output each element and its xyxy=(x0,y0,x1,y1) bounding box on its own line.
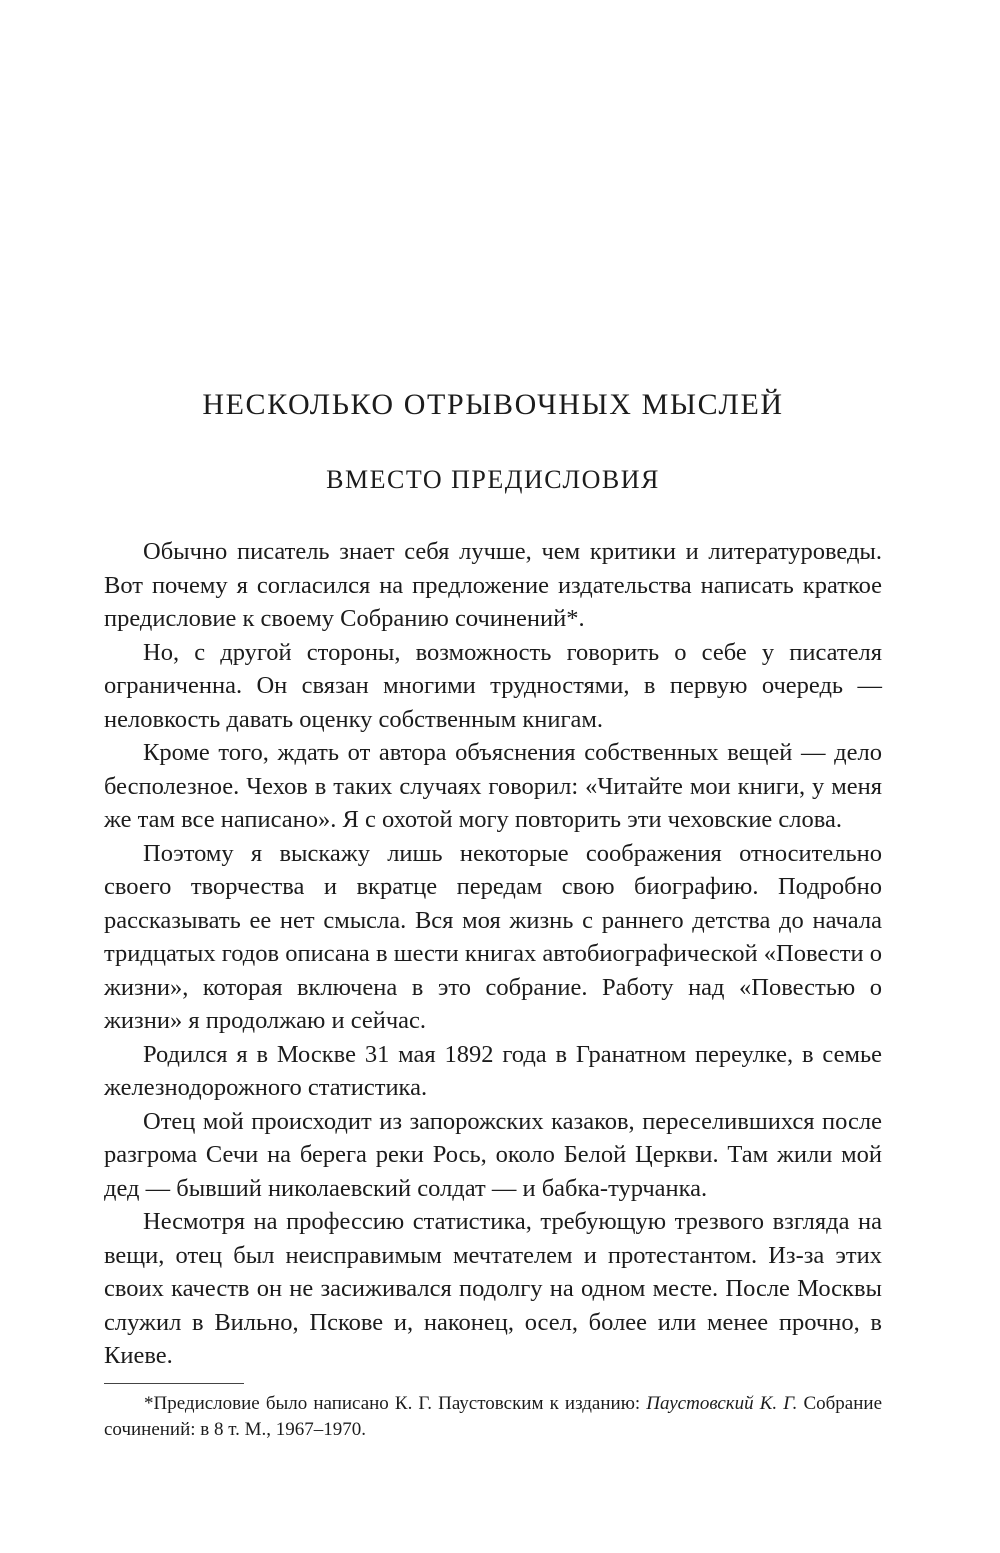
paragraph: Поэтому я выскажу лишь некоторые соображения относительно своего творчества и вкратце передам свою биографию. Подробно рассказывать ее нет смысла. Вся моя жизнь с раннего детства до начала тридцатых годов описана в шести книгах автобиографической «Повести о жизни», которая включена в это собрание. Работу над «Повестью о жизни» я продолжаю и сейчас. xyxy=(104,839,882,1034)
paragraph: Несмотря на профессию статистика, требующую трезвого взгляда на вещи, отец был неисправимым мечтателем и протестантом. Из-за этих своих качеств он не засиживался подолгу на одном месте. После Москвы служил в Вильно, Пскове и, наконец, осел, более или менее прочно, в Киеве. xyxy=(104,1208,882,1369)
book-page xyxy=(104,0,882,1553)
body-text xyxy=(104,535,882,1373)
chapter-title: НЕСКОЛЬКО ОТРЫВОЧНЫХ МЫСЛЕЙ xyxy=(202,388,784,421)
footnote-tail: Собрание сочинений: в 8 т. М., 1967–1970. xyxy=(104,1393,883,1440)
footnote-divider xyxy=(104,1383,244,1384)
footnote-author: Паустовский К. Г. xyxy=(646,1393,798,1414)
paragraph: Кроме того, ждать от автора объяснения собственных вещей — дело бесполезное. Чехов в таких случаях говорил: «Читайте мои книги, у меня же там все написано». Я с охотой могу повторить эти чеховские слова. xyxy=(104,739,882,833)
paragraph: Родился я в Москве 31 мая 1892 года в Гранатном переулке, в семье железнодорожного статистика. xyxy=(104,1040,882,1101)
paragraph: Но, с другой стороны, возможность говорить о себе у писателя ограниченна. Он связан многими трудностями, в первую очередь — неловкость давать оценку собственным книгам. xyxy=(104,638,882,733)
footnote xyxy=(104,1391,882,1443)
paragraph: Отец мой происходит из запорожских казаков, переселившихся после разгрома Сечи на берега реки Рось, около Белой Церкви. Там жили мой дед — бывший николаевский солдат — и бабка-турчанка. xyxy=(104,1107,882,1202)
paragraph: Обычно писатель знает себя лучше, чем критики и литературоведы. Вот почему я согласился на предложение издательства написать краткое предисловие к своему Собранию сочинений*. xyxy=(104,538,882,632)
chapter-subtitle: ВМЕСТО ПРЕДИСЛОВИЯ xyxy=(326,465,660,494)
footnote-lead: *Предисловие было написано К. Г. Паустовским к изданию: xyxy=(144,1393,647,1414)
